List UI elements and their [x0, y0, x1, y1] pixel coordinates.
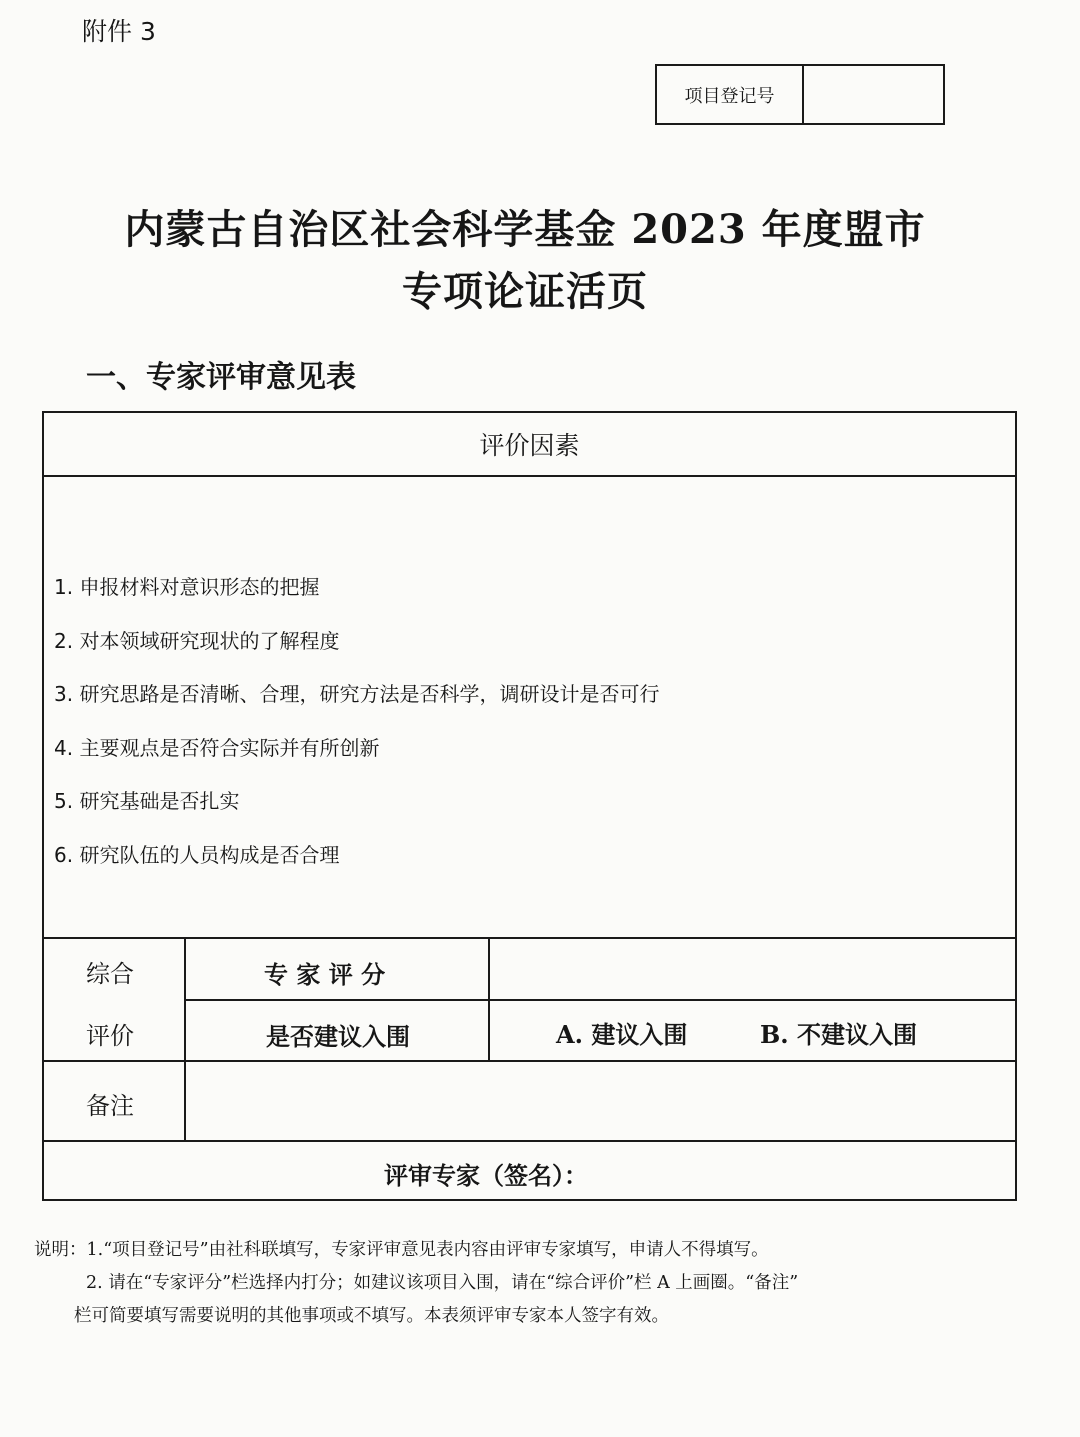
remarks-field[interactable] — [190, 1064, 1010, 1136]
criteria-list — [54, 571, 659, 892]
registration-value-field[interactable] — [804, 66, 943, 123]
expert-review-form — [42, 411, 1017, 1201]
divider — [184, 999, 1015, 1001]
registration-label: 项目登记号 — [657, 66, 804, 123]
criterion-item: 5. 研究基础是否扎实 — [54, 789, 240, 813]
criterion-item: 1. 申报材料对意识形态的把握 — [54, 575, 320, 599]
document-title-line-1: 内蒙古自治区社会科学基金 2023 年度盟市 — [124, 206, 926, 253]
divider — [44, 1140, 1015, 1142]
document-title-line-2: 专项论证活页 — [402, 268, 648, 315]
registration-box — [655, 64, 945, 125]
criterion-item: 4. 主要观点是否符合实际并有所创新 — [54, 735, 380, 760]
divider — [44, 475, 1015, 477]
criterion-item: 6. 研究队伍的人员构成是否合理 — [54, 842, 340, 867]
section-title: 一、专家评审意见表 — [86, 360, 356, 395]
note-line: 栏可简要填写需要说明的其他事项或不填写。本表须评审专家本人签字有效。 — [74, 1306, 669, 1326]
note-line: 说明：1.“项目登记号”由社科联填写，专家评审意见表内容由评审专家填写，申请人不得填写。 — [34, 1240, 769, 1260]
option-b[interactable]: B. 不建议入围 — [760, 1020, 917, 1049]
factors-header: 评价因素 — [479, 431, 580, 460]
note-line: 2. 请在“专家评分”栏选择内打分；如建议该项目入围，请在“综合评价”栏 A 上画圈。“备注” — [86, 1273, 799, 1293]
expert-signature-label: 评审专家（签名）： — [384, 1161, 588, 1190]
divider — [44, 1060, 1015, 1062]
instructions-note — [34, 1234, 1044, 1333]
divider — [184, 937, 186, 1142]
divider — [44, 937, 1015, 939]
score-value-field[interactable] — [492, 941, 1012, 995]
recommend-label: 是否建议入围 — [266, 1022, 410, 1051]
overall-label-bottom: 评价 — [86, 1022, 134, 1050]
overall-label-top: 综合 — [86, 960, 134, 988]
attachment-label: 附件 3 — [82, 17, 156, 46]
option-a[interactable]: A. 建议入围 — [556, 1020, 688, 1049]
score-label: 专 家 评 分 — [264, 960, 386, 989]
remarks-label: 备注 — [86, 1092, 134, 1120]
criterion-item: 2. 对本领域研究现状的了解程度 — [54, 628, 340, 653]
criterion-item: 3. 研究思路是否清晰、合理，研究方法是否科学，调研设计是否可行 — [54, 682, 660, 706]
